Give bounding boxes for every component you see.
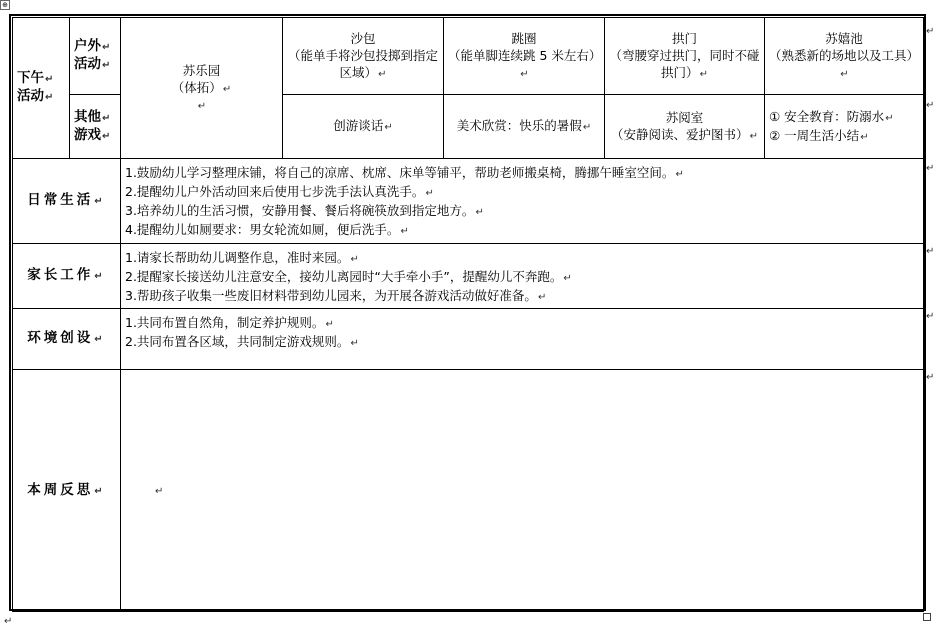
row-end-mark: ↵ bbox=[926, 372, 935, 383]
suleyuan-cell: 苏乐园 （体拓）↵ ↵ bbox=[121, 18, 283, 159]
outdoor-title: 拱门 bbox=[671, 30, 697, 46]
list-item: 2.提醒家长接送幼儿注意安全，接幼儿离园时“大手牵小手”，提醒幼儿不奔跑。↵ bbox=[125, 269, 572, 284]
outdoor-desc: （弯腰穿过拱门，同时不碰拱门） bbox=[609, 47, 760, 80]
paragraph-mark: ↵ bbox=[4, 616, 13, 627]
daily-life-row bbox=[13, 159, 924, 244]
row-end-mark: ↵ bbox=[926, 163, 935, 174]
outdoor-activity-label: 户外↵ 活动↵ bbox=[70, 18, 121, 95]
outdoor-cell-jump-circle: 跳圈 （能单脚连续跳 5 米左右）↵ bbox=[444, 18, 605, 95]
list-item: 3.培养幼儿的生活习惯，安静用餐、餐后将碗筷放到指定地方。↵ bbox=[125, 203, 484, 218]
reflection-row bbox=[13, 370, 924, 612]
outdoor-cell-arch: 拱门 （弯腰穿过拱门，同时不碰拱门）↵ bbox=[605, 18, 765, 95]
list-item: 4.提醒幼儿如厕要求：男女轮流如厕，便后洗手。↵ bbox=[125, 222, 409, 237]
row-end-mark: ↵ bbox=[926, 246, 935, 257]
outdoor-desc: （能单脚连续跳 5 米左右） bbox=[448, 47, 602, 63]
reflection-label: 本周反思↵ bbox=[13, 370, 121, 612]
other-games-label: 其他↵ 游戏↵ bbox=[70, 95, 121, 159]
suleyuan-title: 苏乐园 bbox=[182, 62, 221, 78]
afternoon-outdoor-row bbox=[13, 18, 924, 95]
row-end-mark: ↵ bbox=[926, 26, 935, 37]
outdoor-title: 跳圈 bbox=[511, 30, 537, 46]
table-move-handle[interactable]: ⊕ bbox=[0, 0, 10, 10]
outdoor-desc: （能单手将沙包投掷到指定区域） bbox=[287, 47, 438, 80]
list-item: 1.共同布置自然角，制定养护规则。↵ bbox=[125, 315, 334, 330]
parents-work-label: 家长工作↵ bbox=[13, 244, 121, 309]
outdoor-title: 沙包 bbox=[350, 30, 376, 46]
other-game-safety: ① 安全教育：防溺水↵ ② 一周生活小结↵ bbox=[765, 95, 924, 159]
daily-life-label: 日常生活↵ bbox=[13, 159, 121, 244]
row-end-mark: ↵ bbox=[926, 100, 935, 111]
row-end-mark: ↵ bbox=[926, 311, 935, 322]
list-item: 2.共同布置各区域，共同制定游戏规则。↵ bbox=[125, 334, 359, 349]
environment-content bbox=[121, 309, 924, 370]
weekly-plan-table bbox=[12, 17, 924, 612]
other-game-talk: 创游谈话↵ bbox=[283, 95, 444, 159]
outdoor-desc: （熟悉新的场地以及工具） bbox=[769, 47, 920, 63]
outdoor-cell-sandbag: 沙包 （能单手将沙包投掷到指定区域）↵ bbox=[283, 18, 444, 95]
outdoor-cell-pool: 苏嬉池 （熟悉新的场地以及工具）↵ bbox=[765, 18, 924, 95]
list-item: 1.鼓励幼儿学习整理床铺，将自己的凉席、枕席、床单等铺平，帮助老师搬桌椅，腾挪午睡室空间。↵ bbox=[125, 165, 684, 180]
parents-work-row bbox=[13, 244, 924, 309]
other-game-reading: 苏阅室 （安静阅读、爱护图书）↵ bbox=[605, 95, 765, 159]
parents-work-content bbox=[121, 244, 924, 309]
outdoor-title: 苏嬉池 bbox=[825, 30, 863, 46]
list-item: 3.帮助孩子收集一些废旧材料带到幼儿园来，为开展各游戏活动做好准备。↵ bbox=[125, 288, 547, 303]
reflection-content[interactable]: ↵ bbox=[121, 370, 924, 612]
environment-label: 环境创设↵ bbox=[13, 309, 121, 370]
daily-life-content bbox=[121, 159, 924, 244]
list-item: 2.提醒幼儿户外活动回来后使用七步洗手法认真洗手。↵ bbox=[125, 184, 434, 199]
suleyuan-desc: （体拓） bbox=[171, 79, 222, 95]
afternoon-activity-label: 下午↵ 活动↵ bbox=[13, 18, 70, 159]
table-resize-handle[interactable] bbox=[923, 613, 931, 621]
other-game-art: 美术欣赏：快乐的暑假↵ bbox=[444, 95, 605, 159]
environment-row bbox=[13, 309, 924, 370]
list-item: 1.请家长帮助幼儿调整作息，准时来园。↵ bbox=[125, 250, 359, 265]
